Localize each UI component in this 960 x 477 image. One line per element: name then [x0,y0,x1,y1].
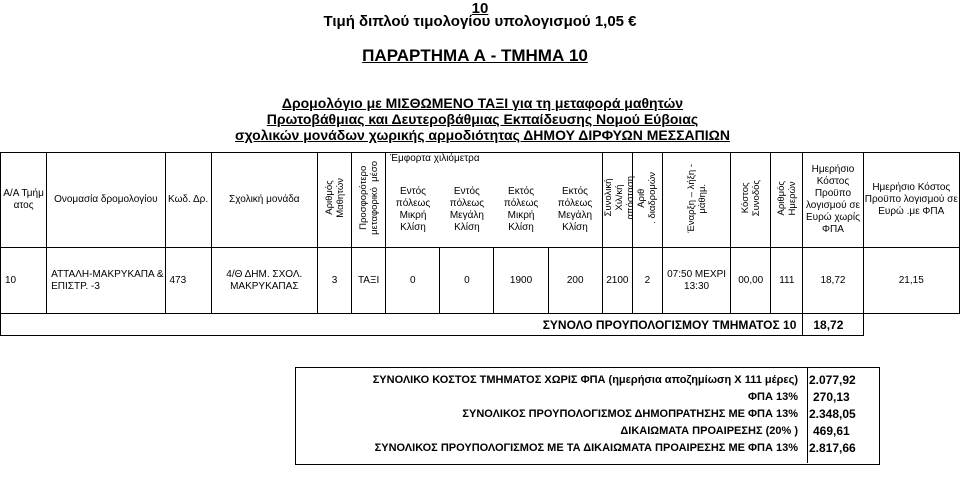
header-row-1 [1,153,960,173]
cell-start-end: 07:50 ΜΕΧΡΙ 13:30 [662,248,730,314]
header-line-1: Δρομολόγιο με ΜΙΣΘΩΜΕΝΟ ΤΑΞΙ για τη μεταφορά μαθητών [281,95,684,111]
col-daily-vat: Ημερήσιο Κόστος Προϋπο λογισμού σε Ευρώ .με ΦΠΑ [863,153,959,248]
col-start-end-label: Έναρξη – λήξη - μάθημ. [685,163,708,233]
summary-value: 469,61 [813,423,850,438]
budget-total-label: ΣΥΝΟΛΟ ΠΡΟΥΠΟΛΟΓΙΣΜΟΥ ΤΜΗΜΑΤΟΣ 10 [1,314,803,336]
summary-value: 2.077,92 [809,372,856,387]
cell-students: 3 [317,248,351,314]
col-days-label: Αριθμός Ημερών [775,180,798,216]
summary-label: ΔΙΚΑΙΩΜΑΤΑ ΠΡΟΑΙΡΕΣΗΣ (20% ) [620,424,798,437]
col-km-group: Έμφορτα χιλιόμετρα [386,153,603,173]
col-students [317,153,351,248]
cell-days: 111 [771,248,803,314]
budget-total-row [1,314,960,336]
col-escort-cost [731,153,771,248]
cell-total-km: 2100 [602,248,632,314]
cell-daily-no-vat: 18,72 [803,248,863,314]
cell-km3: 1900 [494,248,548,314]
col-school: Σχολική μονάδα [211,153,317,248]
summary-label: ΣΥΝΟΛΙΚΟ ΚΟΣΤΟΣ ΤΜΗΜΑΤΟΣ ΧΩΡΙΣ ΦΠΑ (ημερήσια αποζημίωση Χ 111 μέρες) [372,373,798,386]
section-number: 10 [471,0,489,17]
col-routes-count [632,153,662,248]
col-km3: Εκτός πόλεως Μικρή Κλίση [494,173,548,248]
col-vehicle-label: Προσφορότερο μεταφορικό μέσο [357,161,380,235]
summary-label: ΦΠΑ 13% [748,390,798,403]
col-days [771,153,803,248]
summary-row [296,422,879,439]
table-row [1,248,960,314]
summary-row [296,388,879,405]
summary-row [296,371,879,388]
route-table [0,152,960,336]
col-route-name: Ονομασία δρομολογίου [47,153,165,248]
col-aa: Α/Α Τμήμ ατος [1,153,47,248]
col-start-end [662,153,730,248]
cell-aa: 10 [1,248,47,314]
summary-box [295,367,880,465]
col-km1: Εντός πόλεως Μικρή Κλίση [386,173,440,248]
col-total-km [602,153,636,248]
cell-km4: 200 [548,248,602,314]
summary-label: ΣΥΝΟΛΙΚΟΣ ΠΡΟΥΠΟΛΟΓΙΣΜΟΣ ΔΗΜΟΠΡΑΤΗΣΗΣ ΜΕ ΦΠΑ 13% [462,407,798,420]
summary-row [296,439,879,456]
header-line-2: Πρωτοβάθμιας και Δευτεροβάθμιας Εκπαίδευσης Νομού Εύβοιας [266,111,699,127]
col-routes-count-label: Αριθ . διαδρομών [636,172,659,224]
header-line-3: σχολικών μονάδων χωρικής αρμοδιότητας ΔΗΜΟΥ ΔΙΡΦΥΩΝ ΜΕΣΣΑΠΙΩΝ [235,127,730,143]
col-km2: Εντός πόλεως Μεγάλη Κλίση [440,173,494,248]
col-escort-cost-label: Κόστος Συνοδός [739,179,762,217]
col-code: Κωδ. Δρ. [165,153,211,248]
cell-km1: 0 [386,248,440,314]
summary-row [296,405,879,422]
summary-value: 270,13 [813,389,850,404]
summary-value-column-divider [807,367,879,463]
summary-label: ΣΥΝΟΛΙΚΟΣ ΠΡΟΥΠΟΛΟΓΙΣΜΟΣ ΜΕ ΤΑ ΔΙΚΑΙΩΜΑΤΑ ΠΡΟΑΙΡΕΣΗΣ ΜΕ ΦΠΑ 13% [374,441,798,454]
col-total-km-label: Συνολική Χιλ/κή απόσταση [602,176,636,220]
summary-value: 2.348,05 [809,406,856,421]
summary-value: 2.817,66 [809,440,856,455]
cell-code: 473 [165,248,211,314]
col-vehicle [352,153,386,248]
annex-title: ΠΑΡΑΡΤΗΜΑ Α - ΤΜΗΜΑ 10 [362,46,588,65]
cell-escort-cost: 00,00 [731,248,771,314]
budget-total-empty [863,314,959,336]
cell-km2: 0 [440,248,494,314]
cell-school: 4/Θ ΔΗΜ. ΣΧΟΛ. ΜΑΚΡΥΚΑΠΑΣ [211,248,317,314]
col-students-label: Αριθμός Μαθητών [323,178,346,218]
cell-daily-vat: 21,15 [863,248,959,314]
cell-vehicle: ΤΑΞΙ [352,248,386,314]
cell-route-name: ΑΤΤΑΛΗ-ΜΑΚΡΥΚΑΠΑ & ΕΠΙΣΤΡ. -3 [47,248,165,314]
col-km4: Εκτός πόλεως Μεγάλη Κλίση [548,173,602,248]
price-line: Τιμή διπλού τιμολογίου υπολογισμού 1,05 € [323,13,637,30]
budget-total-value: 18,72 [803,314,863,336]
col-daily-no-vat: Ημερήσιο Κόστος Προϋπο λογισμού σε Ευρώ χωρίς ΦΠΑ [803,153,863,248]
cell-routes-count: 2 [632,248,662,314]
